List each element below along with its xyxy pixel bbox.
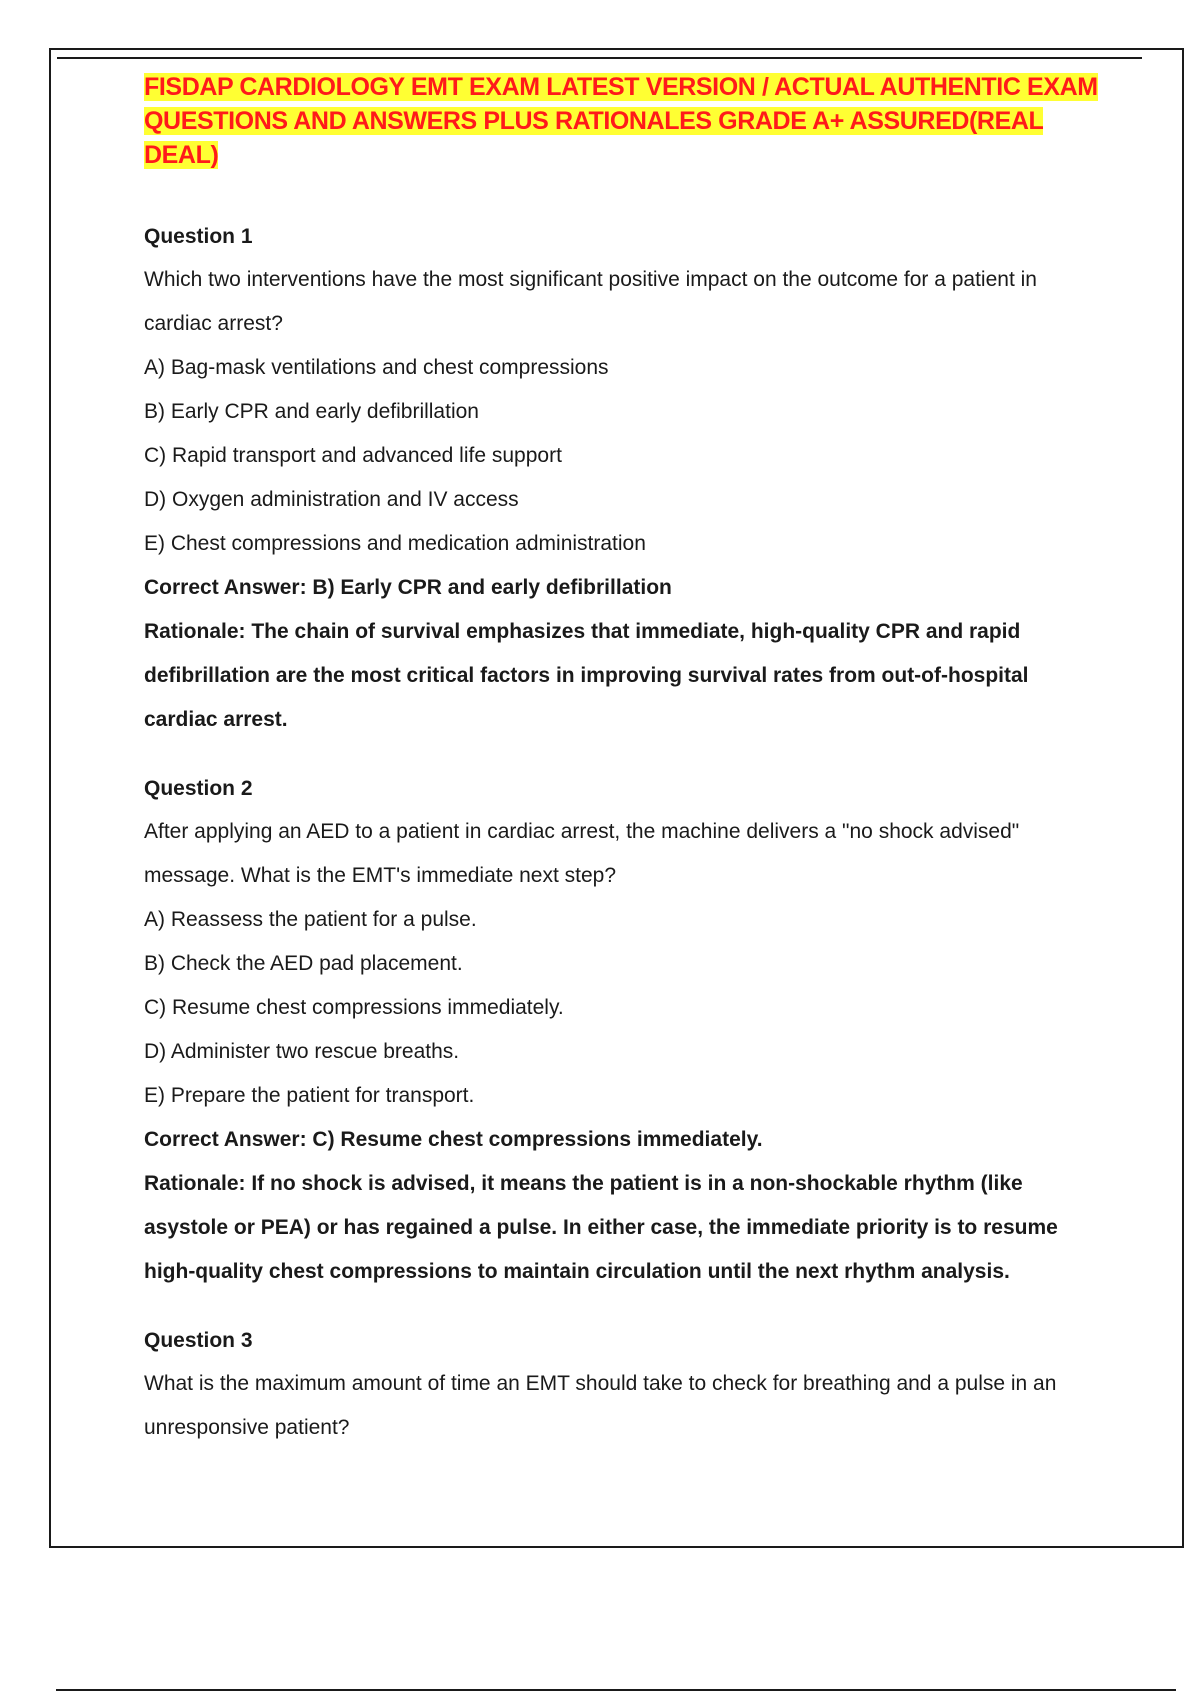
question-1 xyxy=(144,220,1104,742)
option-a: A) Reassess the patient for a pulse. xyxy=(144,908,477,931)
question-3 xyxy=(144,1324,1104,1450)
question-text: After applying an AED to a patient in cardiac arrest, the machine delivers a "no shock advised" message. What is the EMT's immediate next step? xyxy=(144,820,1020,887)
question-heading: Question 2 xyxy=(144,777,253,800)
option-a: A) Bag-mask ventilations and chest compressions xyxy=(144,356,609,379)
document-content xyxy=(144,70,1104,1450)
bottom-rule xyxy=(56,1689,1176,1691)
document-title xyxy=(144,70,1104,172)
rationale: Rationale: If no shock is advised, it means the patient is in a non-shockable rhythm (like asystole or PEA) or has regained a pulse. In either case, the immediate priority is to resume high-quality chest compressions to maintain circulation until the next rhythm analysis. xyxy=(144,1172,1058,1283)
rationale: Rationale: The chain of survival emphasizes that immediate, high-quality CPR and rapid defibrillation are the most critical factors in improving survival rates from out-of-hospital cardiac arrest. xyxy=(144,620,1029,731)
question-heading: Question 1 xyxy=(144,225,253,248)
option-d: D) Oxygen administration and IV access xyxy=(144,488,519,511)
option-c: C) Rapid transport and advanced life support xyxy=(144,444,562,467)
correct-answer: Correct Answer: C) Resume chest compressions immediately. xyxy=(144,1128,763,1151)
option-b: B) Check the AED pad placement. xyxy=(144,952,463,975)
option-list xyxy=(144,898,1104,1118)
question-heading: Question 3 xyxy=(144,1329,253,1352)
option-e: E) Prepare the patient for transport. xyxy=(144,1084,475,1107)
option-b: B) Early CPR and early defibrillation xyxy=(144,400,479,423)
option-d: D) Administer two rescue breaths. xyxy=(144,1040,460,1063)
option-list xyxy=(144,346,1104,566)
question-text: Which two interventions have the most significant positive impact on the outcome for a patient in cardiac arrest? xyxy=(144,268,1037,335)
correct-answer: Correct Answer: B) Early CPR and early defibrillation xyxy=(144,576,672,599)
document-title-line-2: QUESTIONS AND ANSWERS PLUS RATIONALES GRADE A+ ASSURED(REAL DEAL) xyxy=(144,107,1044,169)
option-e: E) Chest compressions and medication administration xyxy=(144,532,646,555)
option-c: C) Resume chest compressions immediately. xyxy=(144,996,564,1019)
question-2 xyxy=(144,772,1104,1294)
document-title-line-1: FISDAP CARDIOLOGY EMT EXAM LATEST VERSION / ACTUAL AUTHENTIC EXAM xyxy=(144,73,1098,101)
question-text: What is the maximum amount of time an EMT should take to check for breathing and a pulse in an unresponsive patient? xyxy=(144,1372,1057,1439)
top-rule xyxy=(57,57,1142,59)
